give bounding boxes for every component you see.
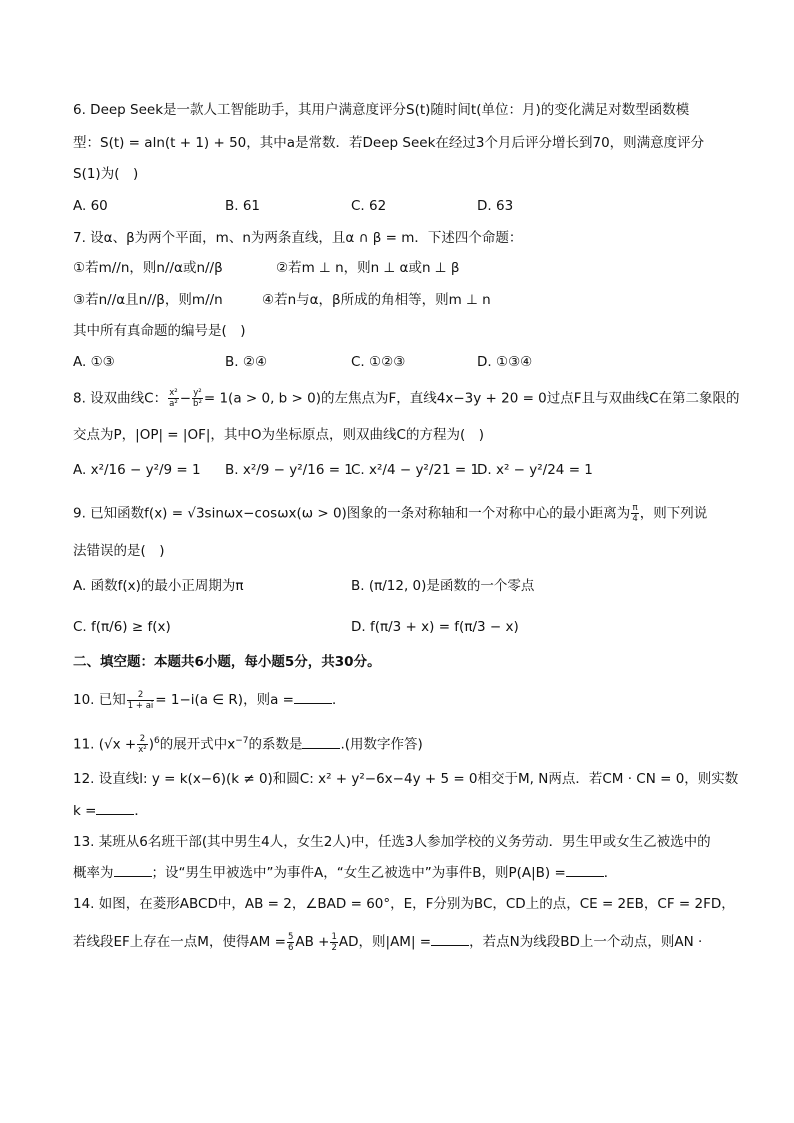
q9-option-d: D. f(π/3 + x) = f(π/3 − x) — [351, 619, 519, 635]
q7-proposition-3: ③若n//α且n//β，则m//n — [73, 292, 223, 308]
q10-line — [73, 689, 345, 711]
q14-frac2-num: 1 — [331, 931, 337, 942]
q13-line2 — [73, 862, 617, 883]
q7-option-a: A. ①③ — [73, 354, 115, 370]
q14-frac2-den: 2 — [331, 942, 337, 953]
q8-frac1-den: a² — [169, 399, 178, 409]
q7-proposition-1: ①若m//n，则n//α或n//β — [73, 260, 223, 276]
q9-line2: 法错误的是( ) — [73, 543, 165, 559]
q14-frac1-den: 6 — [287, 942, 294, 953]
q6-line3: S(1)为( ) — [73, 166, 139, 182]
q11-frac-den: x² — [138, 745, 147, 755]
q14-text-c: AD，则|AM| = — [338, 934, 432, 950]
q14-text-d: ，若点N为线段BD上一个动点，则AN · — [469, 934, 703, 950]
q14-frac1-num: 5 — [287, 931, 294, 942]
q8-option-a: A. x²/16 − y²/9 = 1 — [73, 462, 201, 478]
q11-text-d: 的系数是 — [248, 736, 303, 753]
q13-answer-blank-2[interactable] — [566, 862, 604, 877]
q14-fraction-1 — [287, 932, 294, 953]
q9-line1 — [73, 503, 707, 524]
q8-option-d: D. x² − y²/24 = 1 — [477, 462, 593, 478]
q14-text-b: AB + — [295, 934, 330, 950]
q6-option-c: C. 62 — [351, 198, 387, 214]
q8-line1 — [73, 388, 739, 409]
q14-text-a: 若线段EF上存在一点M，使得AM = — [73, 934, 286, 950]
q6-option-a: A. 60 — [73, 198, 108, 214]
q11-text-b: ) — [148, 736, 154, 753]
q12-text-b: ． — [134, 803, 148, 819]
q8-line2: 交点为P，|OP| = |OF|，其中O为坐标原点，则双曲线C的方程为( ) — [73, 427, 484, 443]
q14-line1: 14. 如图，在菱形ABCD中，AB = 2，∠BAD = 60°，E，F分别为BC，CD上的点，CE = 2EB，CF = 2FD， — [73, 896, 735, 912]
q12-text-a: k = — [73, 803, 97, 819]
q13-text-b: ；设“男生甲被选中”为事件A，“女生乙被选中”为事件B，则P(A|B) = — [151, 865, 566, 881]
q8-frac2-num: y² — [193, 388, 202, 398]
q7-option-d: D. ①③④ — [477, 354, 533, 370]
q6-line1: 6. Deep Seek是一款人工智能助手，其用户满意度评分S(t)随时间t(单位：月)的变化满足对数型函数模 — [73, 102, 690, 118]
q7-proposition-4: ④若n与α，β所成的角相等，则m ⊥ n — [262, 292, 491, 308]
q10-frac-den: 1 + ai — [127, 700, 154, 711]
q13-line1: 13. 某班从6名班干部(其中男生4人，女生2人)中，任选3人参加学校的义务劳动．男生甲或女生乙被选中的 — [73, 834, 711, 850]
q13-answer-blank-1[interactable] — [114, 862, 152, 877]
q8-fraction-y — [192, 388, 203, 409]
q8-option-b: B. x²/9 − y²/16 = 1 — [225, 462, 353, 478]
section-heading: 二、填空题：本题共6小题，每小题5分，共30分。 — [73, 654, 381, 670]
q7-option-c: C. ①②③ — [351, 354, 406, 370]
q10-answer-blank[interactable] — [294, 689, 332, 704]
q13-text-a: 概率为 — [73, 865, 114, 881]
q10-frac-num: 2 — [127, 690, 155, 701]
q9-fraction — [631, 503, 638, 524]
q11-fraction — [137, 734, 147, 755]
q8-text-b: = 1(a > 0, b > 0)的左焦点为F，直线4x−3y + 20 = 0过点F且与双曲线C在第二象限的 — [203, 390, 740, 407]
q11-text-e: .(用数字作答) — [340, 736, 423, 753]
q8-minus: − — [179, 390, 192, 407]
q9-option-b: B. (π/12, 0)是函数的一个零点 — [351, 578, 535, 594]
q6-option-b: B. 61 — [225, 198, 261, 214]
q8-frac1-num: x² — [169, 388, 178, 398]
q14-answer-blank[interactable] — [431, 931, 469, 946]
q6-line2: 型：S(t) = aln(t + 1) + 50，其中a是常数．若Deep Seek在经过3个月后评分增长到70，则满意度评分 — [73, 135, 705, 151]
q11-text-c: 的展开式中x — [159, 736, 236, 753]
q14-fraction-2 — [330, 932, 337, 953]
q12-answer-blank[interactable] — [96, 800, 134, 815]
q11-exponent2: −7 — [235, 736, 249, 746]
q13-text-c: ． — [603, 865, 618, 881]
q10-fraction — [127, 690, 155, 711]
q10-text-c: ． — [331, 692, 346, 708]
q14-line2 — [73, 931, 702, 953]
q9-frac-den: 4 — [632, 514, 638, 524]
q11-line — [73, 731, 423, 755]
q9-text-a: 9. 已知函数f(x) = √3sinωx−cosωx(ω > 0)图象的一条对称轴和一个对称中心的最小距离为 — [73, 505, 631, 522]
q7-question: 其中所有真命题的编号是( ) — [73, 323, 246, 339]
q12-line2 — [73, 800, 148, 821]
q6-option-d: D. 63 — [477, 198, 514, 214]
q9-frac-num: π — [632, 503, 638, 513]
q10-text-b: = 1−i(a ∈ R)，则a = — [155, 692, 294, 708]
q11-answer-blank[interactable] — [302, 734, 340, 749]
q11-frac-num: 2 — [137, 734, 147, 745]
q8-frac2-den: b² — [193, 399, 202, 409]
q7-option-b: B. ②④ — [225, 354, 268, 370]
q8-option-c: C. x²/4 − y²/21 = 1 — [351, 462, 480, 478]
q9-text-b: ，则下列说 — [639, 505, 708, 522]
q8-fraction-x — [168, 388, 179, 409]
q9-option-c: C. f(π/6) ≥ f(x) — [73, 619, 171, 635]
q9-option-a: A. 函数f(x)的最小正周期为π — [73, 578, 244, 594]
q7-line1: 7. 设α、β为两个平面，m、n为两条直线，且α ∩ β = m．下述四个命题： — [73, 230, 523, 246]
q7-proposition-2: ②若m ⊥ n，则n ⊥ α或n ⊥ β — [276, 260, 460, 276]
q11-text-a: 11. (√x + — [73, 736, 137, 753]
q10-text-a: 10. 已知 — [73, 692, 126, 708]
q8-text-a: 8. 设双曲线C： — [73, 390, 168, 407]
q12-line1: 12. 设直线l: y = k(x−6)(k ≠ 0)和圆C: x² + y²−6x−4y + 5 = 0相交于M, N两点．若CM · CN = 0，则实数 — [73, 771, 739, 787]
q11-exponent: 6 — [153, 736, 160, 746]
